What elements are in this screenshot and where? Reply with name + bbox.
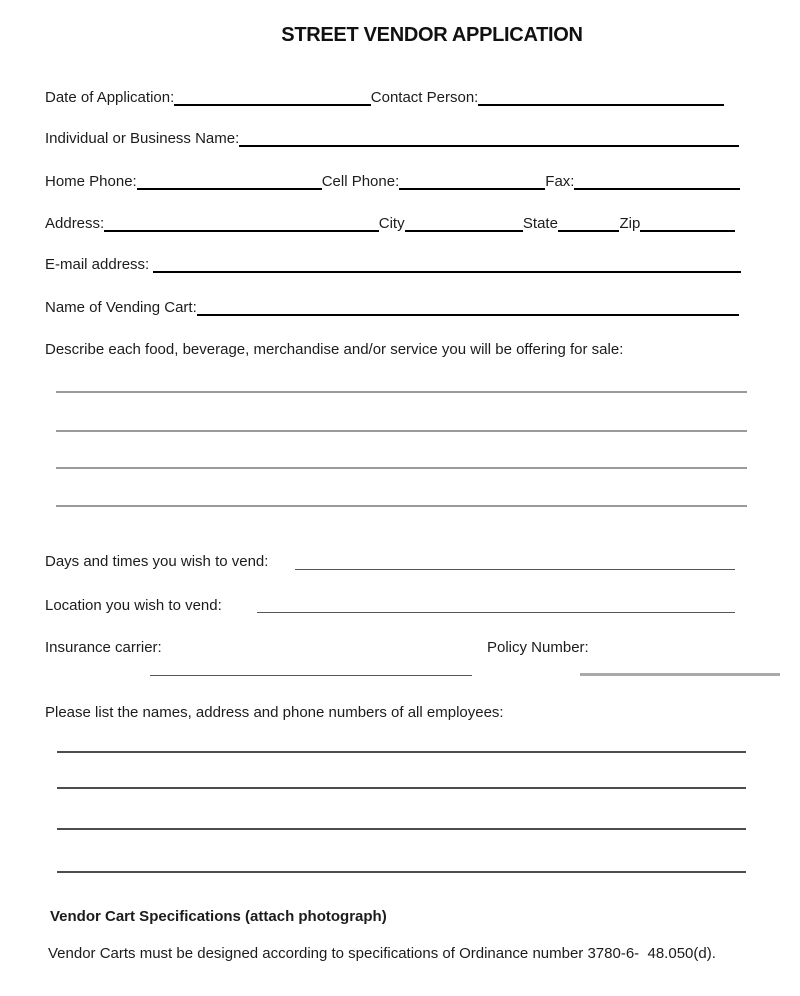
employee-line-3[interactable] <box>57 828 746 830</box>
location-label: Location you wish to vend: <box>45 597 222 614</box>
describe-line-2[interactable] <box>56 430 747 432</box>
describe-prompt: Describe each food, beverage, merchandise and/or service you will be offering for sale: <box>45 341 624 358</box>
city-blank[interactable] <box>405 213 523 232</box>
days-times-label: Days and times you wish to vend: <box>45 553 269 570</box>
cell-phone-label: Cell Phone: <box>321 173 400 190</box>
describe-line-1[interactable] <box>56 391 747 393</box>
fax-blank[interactable] <box>574 171 740 190</box>
row-phones <box>45 173 740 190</box>
days-times-blank[interactable] <box>295 569 735 570</box>
location-blank[interactable] <box>257 612 735 613</box>
address-blank[interactable] <box>104 213 379 232</box>
vendor-cart-specs-heading: Vendor Cart Specifications (attach photograph) <box>50 908 387 925</box>
date-of-application-blank[interactable] <box>174 87 371 106</box>
state-label: State <box>522 215 558 232</box>
employee-line-1[interactable] <box>57 751 746 753</box>
business-name-blank[interactable] <box>239 128 739 147</box>
ordinance-note: Vendor Carts must be designed according to specifications of Ordinance number 3780-6- 48.050(d). <box>48 945 716 962</box>
describe-line-3[interactable] <box>56 467 747 469</box>
address-label: Address: <box>45 215 105 232</box>
describe-line-4[interactable] <box>56 505 747 507</box>
insurance-carrier-label: Insurance carrier: <box>45 639 162 656</box>
policy-number-label: Policy Number: <box>487 639 589 656</box>
row-email <box>45 256 741 273</box>
date-of-application-label: Date of Application: <box>45 89 175 106</box>
row-business-name <box>45 130 739 147</box>
employees-prompt: Please list the names, address and phone numbers of all employees: <box>45 704 504 721</box>
policy-number-blank[interactable] <box>580 673 780 676</box>
employee-line-4[interactable] <box>57 871 746 873</box>
form-title: STREET VENDOR APPLICATION <box>281 24 583 46</box>
home-phone-label: Home Phone: <box>45 173 137 190</box>
insurance-carrier-blank[interactable] <box>150 675 472 676</box>
employee-line-2[interactable] <box>57 787 746 789</box>
row-date-contact <box>45 89 724 106</box>
email-label: E-mail address: <box>45 256 154 273</box>
state-blank[interactable] <box>558 213 620 232</box>
home-phone-blank[interactable] <box>137 171 322 190</box>
row-address <box>45 215 735 232</box>
zip-blank[interactable] <box>640 213 735 232</box>
contact-person-blank[interactable] <box>478 87 724 106</box>
business-name-label: Individual or Business Name: <box>45 130 240 147</box>
zip-label: Zip <box>619 215 641 232</box>
fax-label: Fax: <box>545 173 575 190</box>
row-vending-cart <box>45 299 739 316</box>
vending-cart-label: Name of Vending Cart: <box>45 299 197 316</box>
email-blank[interactable] <box>153 254 741 273</box>
cell-phone-blank[interactable] <box>399 171 545 190</box>
city-label: City <box>378 215 405 232</box>
vending-cart-blank[interactable] <box>197 297 739 316</box>
contact-person-label: Contact Person: <box>370 89 479 106</box>
